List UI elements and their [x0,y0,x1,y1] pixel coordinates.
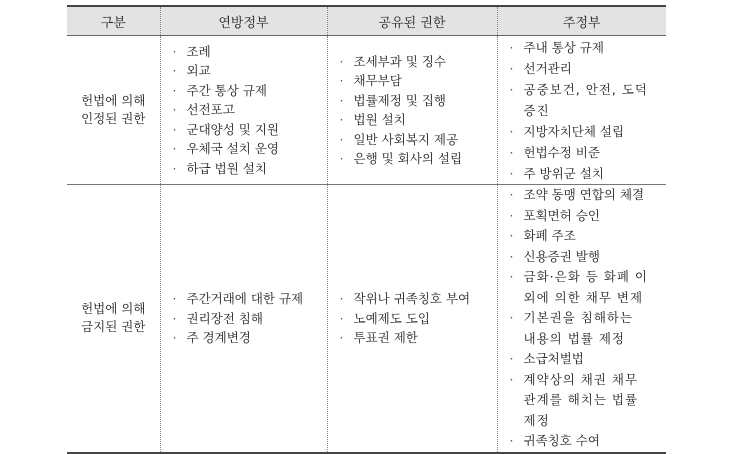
cell-federal-prohibited [160,185,327,453]
list-item: · 공중보건, 안전, 도덕 증진 [509,81,648,118]
list-item: · 투표권 제한 [339,330,418,345]
list-item: · 외교 [172,63,211,79]
list-item: · 권리장전 침해 [172,310,263,326]
row-label-line: 금지된 권한 [81,319,146,335]
list-item: · 일반 사회복지 제공 [339,131,459,147]
table-row-granted [67,36,666,185]
header-shared: 공유된 권한 [327,6,497,36]
cell-shared-prohibited [327,185,497,453]
list-item: · 법원 설치 [339,112,406,127]
list-item: · 신용증권 발행 [509,248,600,264]
list-item: · 조례 [172,43,211,59]
row-label-line: 헌법에 의해 [81,93,146,108]
list-item: · 주 경계변경 [172,330,251,345]
list-item: · 선전포고 [172,102,235,118]
cell-federal-granted [160,36,327,185]
list-item: · 은행 및 회사의 설립 [339,151,463,166]
list-item: · 채무부담 [339,73,402,88]
row-label-line: 헌법에 의해 [81,301,146,317]
list-item: · 주내 통상 규제 [509,39,604,55]
table-row-prohibited [67,185,666,453]
list-item: · 우체국 설치 운영 [172,141,279,157]
list-item: · 노예제도 도입 [339,310,430,326]
list-item: · 주간거래에 대한 규제 [172,291,304,306]
cell-state-granted [497,36,666,185]
list-item: · 소급처벌법 [509,351,584,366]
list-item: · 작위나 귀족칭호 부여 [339,291,471,306]
header-row [67,6,666,36]
list-item: · 지방자치단체 설립 [509,123,625,139]
list-item: · 금화·은화 등 화폐 이외에 의한 채무 변제 [509,269,648,305]
list-item: · 하급 법원 설치 [172,160,267,176]
list-item: · 조세부과 및 징수 [339,53,446,69]
list-item: · 주간 통상 규제 [172,82,267,98]
list-item: · 계약상의 채권 채무 관계를 해치는 법률 제정 [509,371,639,428]
row-label-granted [67,36,160,185]
header-federal: 연방정부 [160,6,327,36]
list-item: · 화폐 주조 [509,228,576,243]
list-item: · 기본권을 침해하는 내용의 법률 제정 [509,310,634,346]
list-item: · 헌법수정 비준 [509,144,600,160]
cell-state-prohibited [497,185,666,453]
cell-shared-granted [327,36,497,185]
powers-table [67,5,666,454]
row-label-prohibited [67,185,160,453]
list-item: · 법률제정 및 집행 [339,92,446,108]
list-item: · 포획면허 승인 [509,207,600,223]
list-item: · 귀족칭호 수여 [509,433,600,448]
row-label-line: 인정된 권한 [81,111,146,126]
header-state: 주정부 [497,6,666,36]
list-item: · 조약 동맹 연합의 체결 [509,187,645,202]
list-item: · 군대양성 및 지원 [172,121,279,137]
list-item: · 주 방위군 설치 [509,165,604,181]
header-category: 구분 [67,6,160,36]
list-item: · 선거관리 [509,60,572,76]
